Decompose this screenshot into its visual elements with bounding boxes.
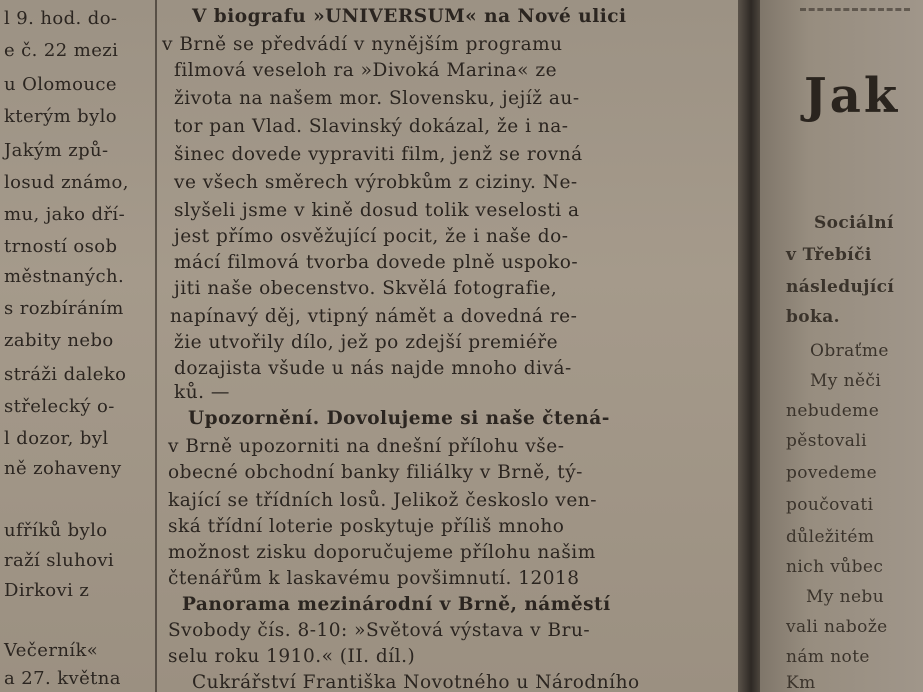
- text-line: Jakým způ-: [4, 140, 109, 161]
- text-line: My něči: [810, 371, 882, 391]
- text-line: života na našem mor. Slovensku, jejíž au-: [174, 88, 580, 109]
- column-divider: [155, 0, 157, 692]
- text-line: tor pan Vlad. Slavinský dokázal, že i na-: [174, 116, 569, 137]
- article-headline-upozorneni: Upozornění. Dovolujeme si naše čtená-: [188, 408, 610, 429]
- text-line: losud známo,: [4, 172, 129, 193]
- text-line: dozajista všude u nás najde mnoho divá-: [174, 358, 572, 379]
- section-heading: Jak: [804, 68, 901, 124]
- text-line: čtenářům k laskavému povšimnutí. 12018: [168, 568, 580, 589]
- text-line: ská třídní loterie poskytuje příliš mnoho: [168, 516, 565, 537]
- article-headline-biograf: V biografu »UNIVERSUM« na Nové ulici: [192, 6, 627, 27]
- text-line: důležitém: [786, 527, 875, 547]
- text-line: stráži daleko: [4, 364, 127, 385]
- text-line: nebudeme: [786, 401, 880, 421]
- text-line: ve všech směrech výrobkům z ciziny. Ne-: [174, 172, 578, 193]
- text-line: ně zohaveny: [4, 458, 122, 479]
- text-line: povedeme: [786, 463, 878, 483]
- text-line: pěstovali: [786, 431, 867, 451]
- text-line: a 27. května: [4, 668, 121, 689]
- top-divider-rule: [800, 8, 910, 11]
- text-line: možnost zisku doporučujeme přílohu našim: [168, 542, 596, 563]
- text-line: vali nabože: [786, 617, 888, 637]
- text-line: nich vůbec: [786, 557, 884, 577]
- text-line: poučovati: [786, 495, 874, 515]
- text-line: v Brně se předvádí v nynějším programu: [162, 34, 563, 55]
- text-line: trností osob: [4, 236, 118, 257]
- text-line: žie utvořily dílo, jež po zdejší premiéře: [174, 332, 559, 353]
- text-line: e č. 22 mezi: [4, 40, 119, 61]
- text-line: zabity nebo: [4, 330, 114, 351]
- text-line: kající se třídních losů. Jelikož českoslo ven-: [168, 490, 597, 511]
- article-headline-cukrarstvi: Cukrářství Františka Novotného u Národního: [192, 672, 640, 692]
- text-line: My nebu: [806, 587, 885, 607]
- text-line: napínavý děj, vtipný námět a dovedná re-: [170, 306, 578, 327]
- text-line: Dirkovi z: [4, 580, 90, 601]
- text-line: selu roku 1910.« (II. díl.): [168, 646, 416, 667]
- text-line: Svobody čís. 8-10: »Světová výstava v Bru-: [168, 620, 591, 641]
- text-line: kterým bylo: [4, 106, 118, 127]
- text-line: v Brně upozorniti na dnešní přílohu vše-: [168, 436, 565, 457]
- text-line: Obraťme: [810, 341, 889, 361]
- text-line: městnaných.: [4, 266, 125, 287]
- text-line: v Třebíči: [786, 245, 872, 265]
- right-newspaper-page: [760, 0, 923, 692]
- text-line: l dozor, byl: [4, 428, 109, 449]
- article-headline-panorama: Panorama mezinárodní v Brně, náměstí: [182, 594, 611, 615]
- text-line: Km: [786, 673, 816, 692]
- text-line: šinec dovede vypraviti film, jenž se rovná: [174, 144, 583, 165]
- text-line: obecné obchodní banky filiálky v Brně, tý-: [168, 462, 583, 483]
- text-line: mu, jako dří-: [4, 204, 126, 225]
- text-line: boka.: [786, 307, 840, 327]
- text-line: ků. —: [174, 382, 230, 403]
- text-line: filmová veseloh ra »Divoká Marina« ze: [174, 60, 558, 81]
- text-line: následující: [786, 277, 895, 297]
- text-line: s rozbíráním: [4, 298, 124, 319]
- text-line: jiti naše obecenstvo. Skvělá fotografie,: [174, 278, 558, 299]
- text-line: slyšeli jsme v kině dosud tolik veselosti a: [174, 200, 580, 221]
- text-line: l 9. hod. do-: [4, 8, 118, 29]
- text-line: Sociální: [814, 213, 894, 233]
- text-line: raží sluhovi: [4, 550, 115, 571]
- text-line: Večerník«: [4, 640, 99, 661]
- text-line: nám note: [786, 647, 870, 667]
- text-line: mácí filmová tvorba dovede plně uspoko-: [174, 252, 579, 273]
- text-line: střelecký o-: [4, 396, 115, 417]
- text-line: u Olomouce: [4, 74, 117, 95]
- text-line: ufříků bylo: [4, 520, 108, 541]
- text-line: jest přímo osvěžující pocit, že i naše do-: [174, 226, 569, 247]
